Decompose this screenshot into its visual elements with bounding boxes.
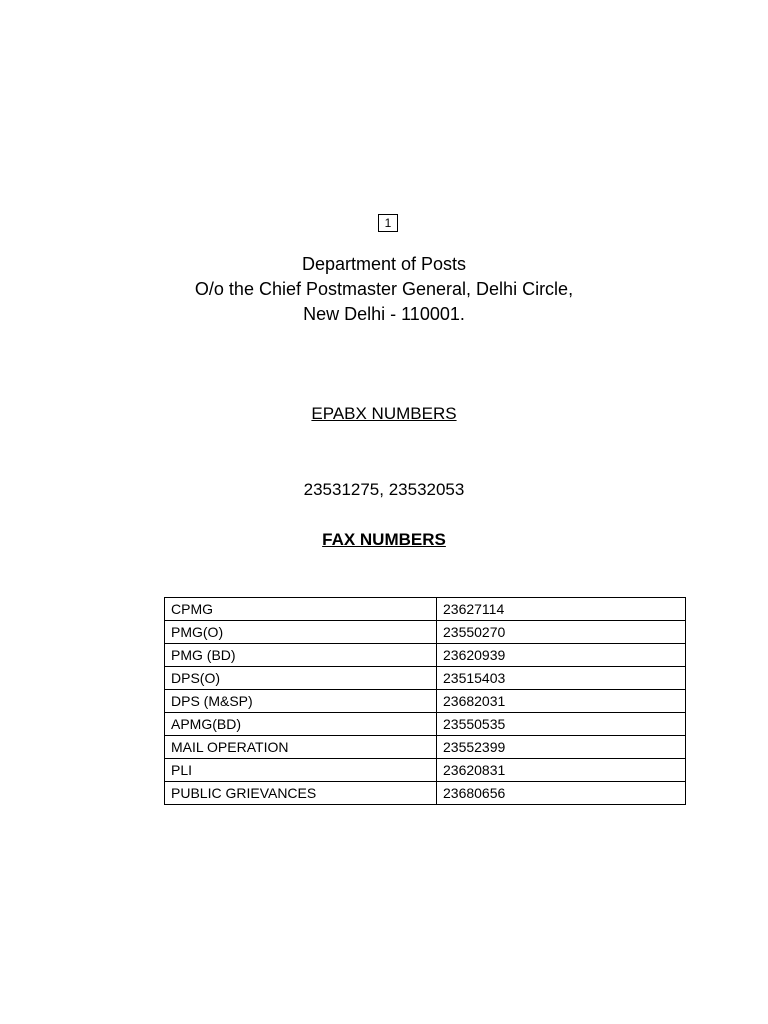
office-name-cell: PMG(O) [165, 621, 437, 644]
office-name-cell: PLI [165, 759, 437, 782]
office-name-cell: APMG(BD) [165, 713, 437, 736]
fax-number-cell: 23550535 [437, 713, 686, 736]
office-name-cell: CPMG [165, 598, 437, 621]
header-office: O/o the Chief Postmaster General, Delhi Circle, [194, 279, 574, 299]
office-name-cell: MAIL OPERATION [165, 736, 437, 759]
table-row [165, 782, 686, 805]
fax-heading-text: FAX NUMBERS [322, 530, 446, 549]
fax-number-cell: 23550270 [437, 621, 686, 644]
table-row [165, 690, 686, 713]
fax-number-cell: 23627114 [437, 598, 686, 621]
header-address: New Delhi - 110001. [303, 304, 465, 324]
office-name-cell: PMG (BD) [165, 644, 437, 667]
table-row [165, 736, 686, 759]
epabx-heading-text: EPABX NUMBERS [311, 404, 457, 423]
fax-heading [0, 529, 768, 551]
table-row [165, 713, 686, 736]
office-name-cell: DPS (M&SP) [165, 690, 437, 713]
office-name-cell: PUBLIC GRIEVANCES [165, 782, 437, 805]
fax-number-cell: 23620939 [437, 644, 686, 667]
document-header [0, 252, 768, 327]
table-row [165, 644, 686, 667]
header-department: Department of Posts [301, 254, 467, 274]
fax-numbers-table [164, 597, 686, 805]
table-row [165, 759, 686, 782]
fax-number-cell: 23620831 [437, 759, 686, 782]
epabx-heading [0, 403, 768, 425]
fax-number-cell: 23552399 [437, 736, 686, 759]
table-row [165, 667, 686, 690]
epabx-numbers: 23531275, 23532053 [303, 480, 465, 499]
fax-number-cell: 23682031 [437, 690, 686, 713]
page-number: 1 [378, 214, 398, 232]
table-row [165, 621, 686, 644]
fax-number-cell: 23515403 [437, 667, 686, 690]
fax-number-cell: 23680656 [437, 782, 686, 805]
office-name-cell: DPS(O) [165, 667, 437, 690]
table-row [165, 598, 686, 621]
